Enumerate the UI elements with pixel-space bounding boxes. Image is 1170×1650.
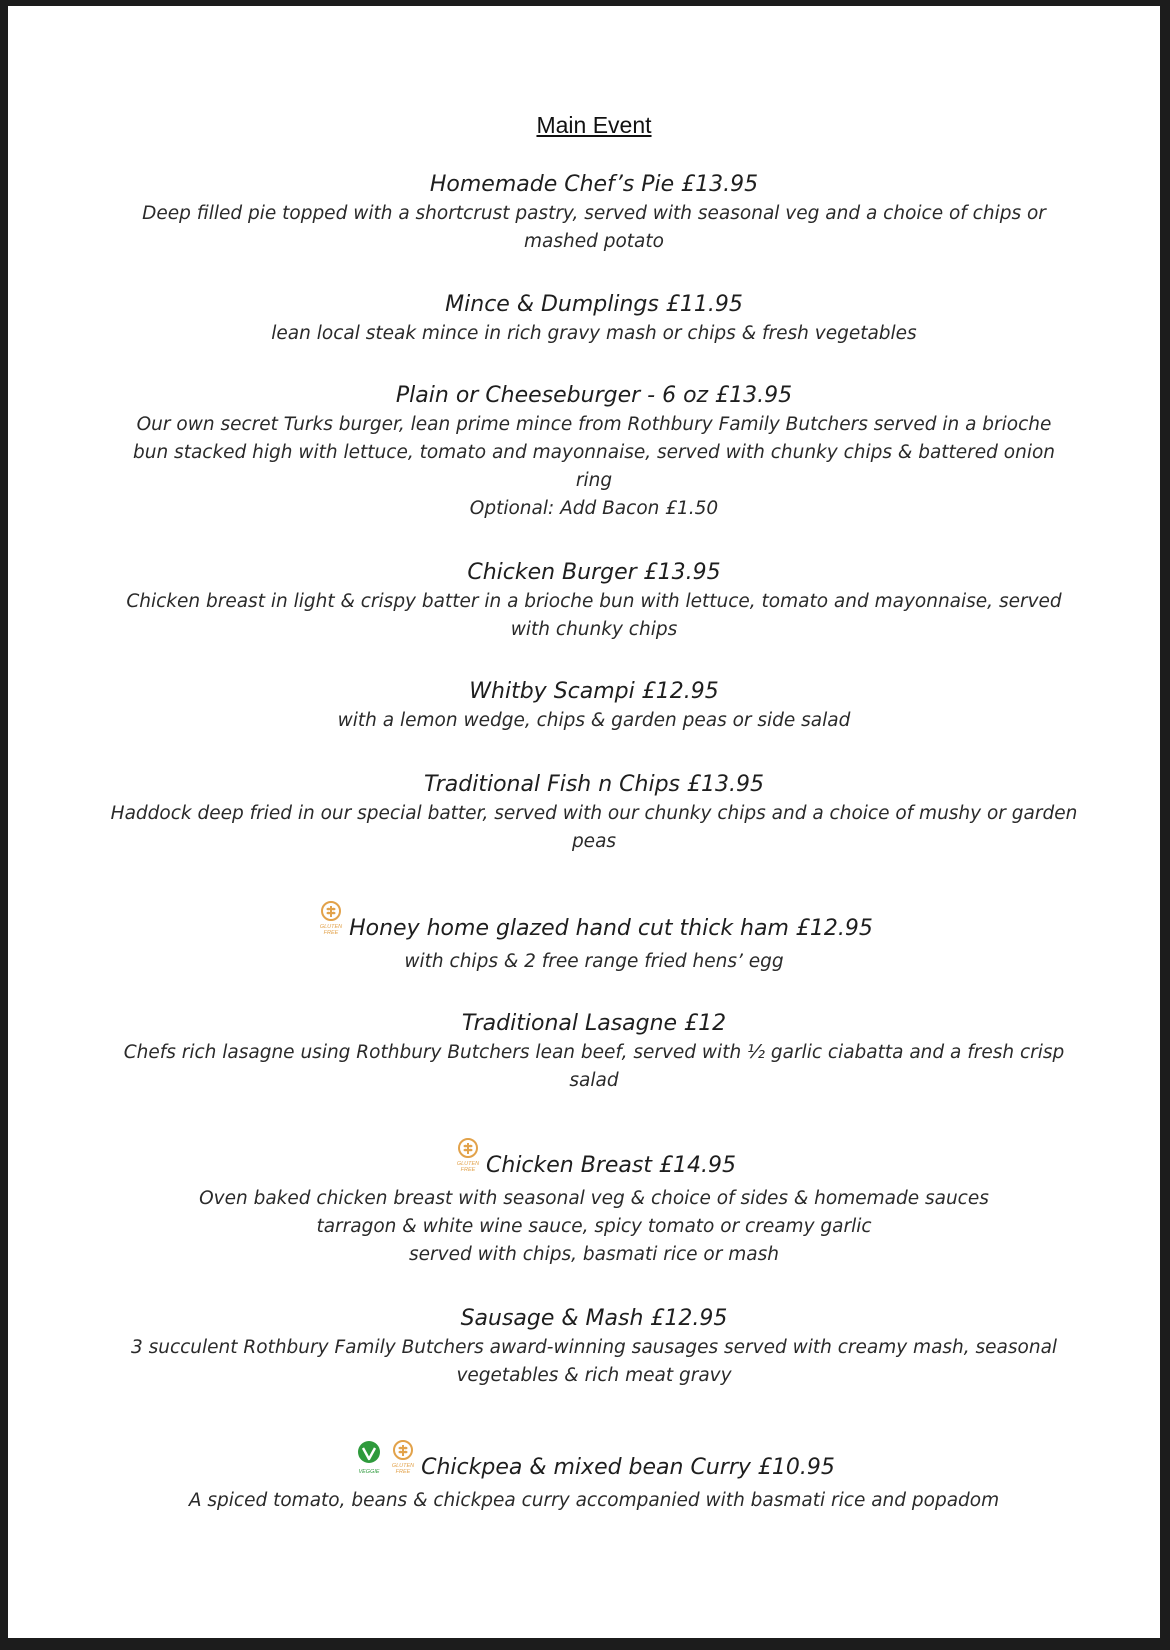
menu-item-title-row bbox=[8, 381, 1170, 411]
menu-item-title-row bbox=[8, 899, 1170, 948]
description-line: with chips & 2 free range fried hens’ egg bbox=[404, 951, 784, 972]
description-line: bun stacked high with lettuce, tomato and mayonnaise, served with chunky chips & battered onion bbox=[132, 442, 1056, 463]
menu-item-title-row bbox=[8, 290, 1170, 320]
menu-item-title-row bbox=[8, 1304, 1170, 1334]
description-line: Chicken breast in light & crispy batter in a brioche bun with lettuce, tomato and mayonnaise, served bbox=[126, 591, 1062, 612]
description-line: lean local steak mince in rich gravy mash or chips & fresh vegetables bbox=[271, 323, 917, 344]
menu-item-description bbox=[8, 948, 1170, 976]
menu-item bbox=[8, 677, 1170, 735]
menu-item-title-row bbox=[8, 170, 1170, 200]
menu-item-description bbox=[8, 1185, 1170, 1269]
gluten-free-label: FREE bbox=[395, 1469, 411, 1475]
menu-item-description bbox=[8, 1487, 1170, 1515]
menu-item-description bbox=[8, 800, 1170, 856]
description-line: vegetables & rich meat gravy bbox=[456, 1365, 732, 1386]
description-line: Haddock deep fried in our special batter, served with our chunky chips and a choice of mushy or garden bbox=[110, 803, 1078, 824]
menu-item-title: Traditional Lasagne £12 bbox=[461, 1011, 727, 1036]
menu-item-description bbox=[8, 200, 1170, 256]
description-line: peas bbox=[571, 831, 617, 852]
gluten-free-label: GLUTEN bbox=[456, 1161, 480, 1167]
menu-item bbox=[8, 1009, 1170, 1095]
menu-item bbox=[8, 899, 1170, 976]
menu-item-title: Chicken Burger £13.95 bbox=[467, 560, 721, 585]
gluten-free-icon bbox=[452, 1136, 484, 1185]
menu-item-title: Plain or Cheeseburger - 6 oz £13.95 bbox=[395, 383, 793, 408]
gluten-free-label: GLUTEN bbox=[319, 924, 343, 930]
veggie-label: VEGGIE bbox=[358, 1469, 380, 1475]
description-line: 3 succulent Rothbury Family Butchers award-winning sausages served with creamy mash, seasonal bbox=[130, 1337, 1058, 1358]
gluten-free-label: GLUTEN bbox=[391, 1463, 415, 1469]
description-line: ring bbox=[575, 470, 613, 491]
description-line: tarragon & white wine sauce, spicy tomato or creamy garlic bbox=[316, 1216, 872, 1237]
menu-item-description bbox=[8, 707, 1170, 735]
menu-item bbox=[8, 1438, 1170, 1515]
menu-item-title: Mince & Dumplings £11.95 bbox=[445, 292, 743, 317]
description-line: with a lemon wedge, chips & garden peas or side salad bbox=[337, 710, 851, 731]
menu-item-title: Honey home glazed hand cut thick ham £12.95 bbox=[349, 916, 873, 941]
gluten-free-label: FREE bbox=[323, 930, 339, 936]
menu-item-title-row bbox=[8, 677, 1170, 707]
description-line: Deep filled pie topped with a shortcrust pastry, served with seasonal veg and a choice of chips or bbox=[142, 203, 1046, 224]
menu-item-description bbox=[8, 1039, 1170, 1095]
description-line: Optional: Add Bacon £1.50 bbox=[469, 498, 719, 519]
description-line: served with chips, basmati rice or mash bbox=[409, 1244, 779, 1265]
menu-item bbox=[8, 1304, 1170, 1390]
menu-page bbox=[8, 6, 1160, 1638]
menu-item-title-row bbox=[8, 1136, 1170, 1185]
description-line: mashed potato bbox=[524, 231, 664, 252]
menu-item-title: Chickpea & mixed bean Curry £10.95 bbox=[421, 1455, 835, 1480]
menu-item-title: Whitby Scampi £12.95 bbox=[469, 679, 719, 704]
description-line: Chefs rich lasagne using Rothbury Butchers lean beef, served with ½ garlic ciabatta and a fresh crisp bbox=[123, 1042, 1065, 1063]
menu-item-title-row bbox=[8, 1009, 1170, 1039]
gluten-free-label: FREE bbox=[460, 1167, 476, 1173]
menu-item-description bbox=[8, 1334, 1170, 1390]
menu-item bbox=[8, 558, 1170, 644]
description-line: salad bbox=[569, 1070, 619, 1091]
gluten-free-icon bbox=[387, 1438, 419, 1487]
menu-item-title-row bbox=[8, 1438, 1170, 1487]
menu-item-title: Chicken Breast £14.95 bbox=[486, 1153, 736, 1178]
description-line: Our own secret Turks burger, lean prime mince from Rothbury Family Butchers served in a brioche bbox=[136, 414, 1052, 435]
gluten-free-icon bbox=[315, 899, 347, 948]
description-line: with chunky chips bbox=[510, 619, 678, 640]
section-heading: Main Event bbox=[536, 112, 652, 138]
menu-item-description bbox=[8, 588, 1170, 644]
menu-item bbox=[8, 1136, 1170, 1269]
description-line: Oven baked chicken breast with seasonal veg & choice of sides & homemade sauces bbox=[199, 1188, 989, 1209]
menu-item bbox=[8, 381, 1170, 523]
menu-item bbox=[8, 770, 1170, 856]
menu-item-title-row bbox=[8, 558, 1170, 588]
menu-item bbox=[8, 170, 1170, 256]
menu-item bbox=[8, 290, 1170, 348]
veggie-icon bbox=[353, 1438, 385, 1487]
menu-item-description bbox=[8, 320, 1170, 348]
menu-item-title: Homemade Chef’s Pie £13.95 bbox=[429, 172, 759, 197]
menu-item-description bbox=[8, 411, 1170, 523]
description-line: A spiced tomato, beans & chickpea curry accompanied with basmati rice and popadom bbox=[188, 1490, 1000, 1511]
menu-item-title-row bbox=[8, 770, 1170, 800]
menu-item-title: Traditional Fish n Chips £13.95 bbox=[424, 772, 764, 797]
menu-item-title: Sausage & Mash £12.95 bbox=[460, 1306, 728, 1331]
